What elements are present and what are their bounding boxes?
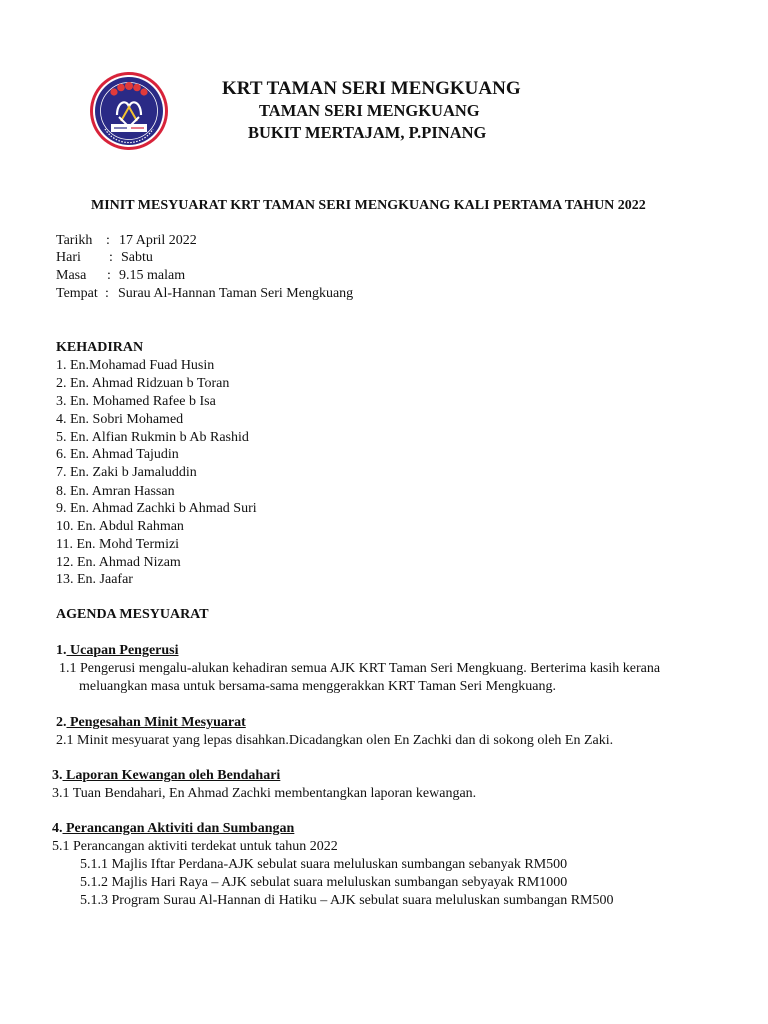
detail-label: Hari xyxy=(56,250,81,265)
agenda-title: Perancangan Aktiviti dan Sumbangan xyxy=(62,821,295,836)
attendance-item: 12. En. Ahmad Nizam xyxy=(56,555,181,570)
agenda-item-2-title xyxy=(56,715,246,731)
attendance-item: 4. En. Sobri Mohamed xyxy=(56,412,184,427)
agenda-item-4-line-1: 5.1 Perancangan aktiviti terdekat untuk tahun 2022 xyxy=(52,839,338,854)
attendance-item: 5. En. Alfian Rukmin b Ab Rashid xyxy=(56,430,249,445)
detail-value: Sabtu xyxy=(121,250,153,265)
agenda-item-3-title xyxy=(52,768,280,784)
agenda-number: 3. xyxy=(52,768,63,783)
attendance-item: 8. En. Amran Hassan xyxy=(56,484,175,499)
detail-sep: : xyxy=(109,250,113,265)
detail-place xyxy=(56,286,353,302)
attendance-item: 3. En. Mohamed Rafee b Isa xyxy=(56,394,216,409)
org-subtitle: TAMAN SERI MENGKUANG xyxy=(259,101,480,120)
attendance-item: 2. En. Ahmad Ridzuan b Toran xyxy=(56,376,230,391)
agenda-subitem: 5.1.2 Majlis Hari Raya – AJK sebulat suara meluluskan sumbangan sebyayak RM1000 xyxy=(80,875,568,890)
agenda-subitem: 5.1.1 Majlis Iftar Perdana-AJK sebulat suara meluluskan sumbangan sebanyak RM500 xyxy=(80,857,568,872)
agenda-item-1-line-1: 1.1 Pengerusi mengalu-alukan kehadiran semua AJK KRT Taman Seri Mengkuang. Berterima kasih kerana xyxy=(59,661,661,676)
org-title: KRT TAMAN SERI MENGKUANG xyxy=(222,78,521,99)
detail-sep: : xyxy=(107,268,111,283)
agenda-subitem: 5.1.3 Program Surau Al-Hannan di Hatiku – AJK sebulat suara meluluskan sumbangan RM500 xyxy=(80,893,614,908)
attendance-item: 13. En. Jaafar xyxy=(56,572,133,587)
detail-value: 17 April 2022 xyxy=(119,233,197,248)
agenda-item-3-line-1: 3.1 Tuan Bendahari, En Ahmad Zachki membentangkan laporan kewangan. xyxy=(52,786,477,801)
attendance-heading: KEHADIRAN xyxy=(56,340,144,355)
detail-date xyxy=(56,233,197,249)
detail-value: 9.15 malam xyxy=(119,268,186,283)
attendance-item: 11. En. Mohd Termizi xyxy=(56,537,180,552)
agenda-heading: AGENDA MESYUARAT xyxy=(56,607,209,622)
agenda-item-4-title xyxy=(52,821,294,837)
detail-label: Masa xyxy=(56,268,87,283)
agenda-item-2-line-1: 2.1 Minit mesyuarat yang lepas disahkan.Dicadangkan olen En Zachki dan di sokong oleh En Zaki. xyxy=(56,733,614,748)
agenda-number: 1. xyxy=(56,643,67,658)
detail-sep: : xyxy=(106,233,110,248)
detail-label: Tempat xyxy=(56,286,98,301)
agenda-title: Laporan Kewangan oleh Bendahari xyxy=(62,768,281,783)
krt-logo-icon xyxy=(89,71,169,151)
agenda-number: 4. xyxy=(52,821,63,836)
attendance-item: 1. En.Mohamad Fuad Husin xyxy=(56,358,215,373)
detail-label: Tarikh xyxy=(56,233,93,248)
minutes-title: MINIT MESYUARAT KRT TAMAN SERI MENGKUANG KALI PERTAMA TAHUN 2022 xyxy=(91,198,646,213)
detail-sep: : xyxy=(105,286,109,301)
org-address: BUKIT MERTAJAM, P.PINANG xyxy=(248,123,487,142)
detail-day xyxy=(56,250,153,266)
attendance-item: 9. En. Ahmad Zachki b Ahmad Suri xyxy=(56,501,257,516)
detail-value: Surau Al-Hannan Taman Seri Mengkuang xyxy=(118,286,354,301)
attendance-item: 6. En. Ahmad Tajudin xyxy=(56,447,179,462)
agenda-title: Pengesahan Minit Mesyuarat xyxy=(66,715,246,730)
agenda-title: Ucapan Pengerusi xyxy=(66,643,179,658)
agenda-item-1-title xyxy=(56,643,179,659)
detail-time xyxy=(56,268,185,284)
agenda-item-1-line-2: meluangkan masa untuk bersama-sama menggerakkan KRT Taman Seri Mengkuang. xyxy=(79,679,557,694)
agenda-number: 2. xyxy=(56,715,67,730)
attendance-item: 10. En. Abdul Rahman xyxy=(56,519,184,534)
attendance-item: 7. En. Zaki b Jamaluddin xyxy=(56,465,197,480)
